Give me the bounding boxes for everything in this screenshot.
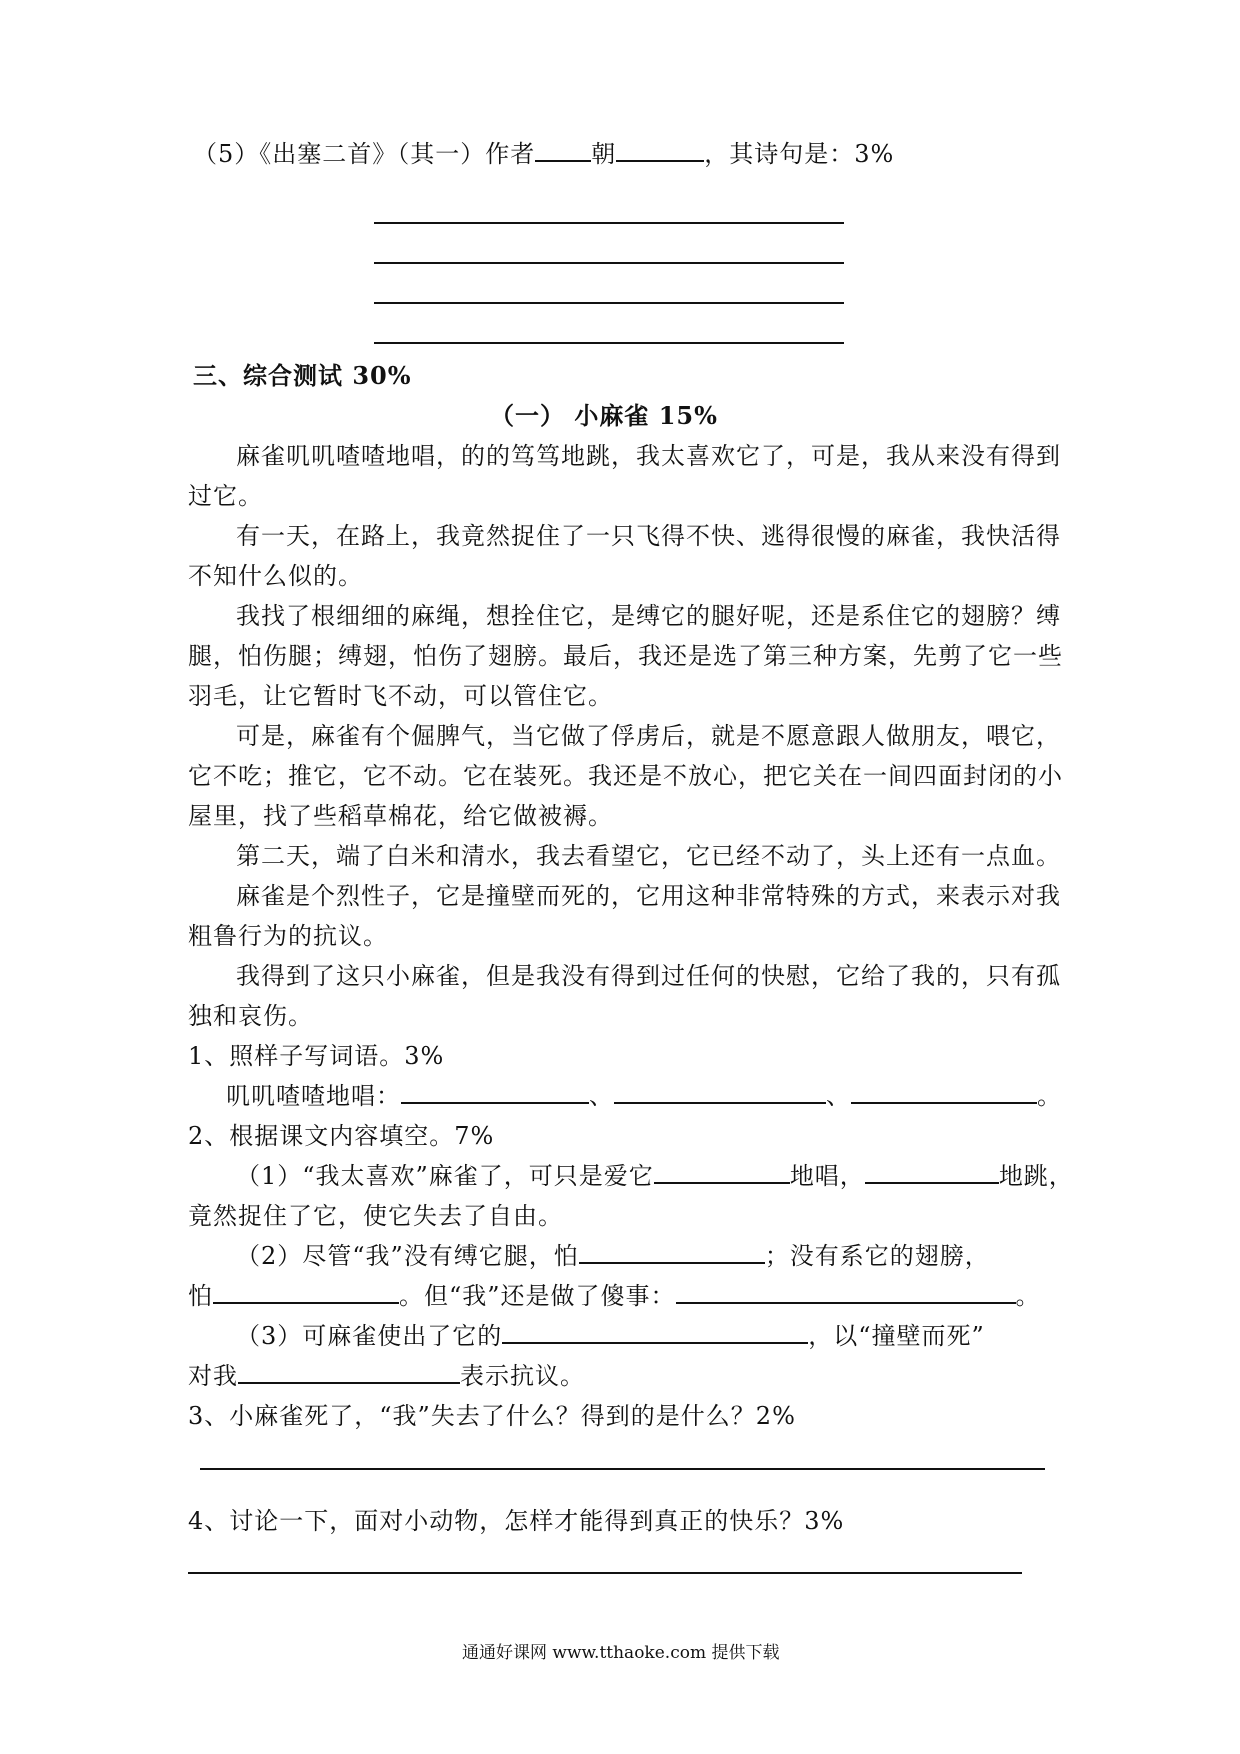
section-title: 三、综合测试 30% xyxy=(193,361,412,390)
q2-p2-text: （2）尽管“我”没有缚它腿，怕 xyxy=(236,1242,579,1270)
q2-p1-text: 地唱， xyxy=(789,1162,865,1190)
q2-p2-text: 。但“我”还是做了傻事： xyxy=(399,1282,676,1310)
passage-line: 不知什么似的。 xyxy=(188,562,363,590)
poem-prompt: （5）《出塞二首》（其一）作者 xyxy=(193,140,536,168)
passage-line: 独和哀伤。 xyxy=(188,1002,313,1030)
separator: 、 xyxy=(826,1082,851,1110)
question-1-title: 1、照样子写词语。3% xyxy=(188,1042,445,1070)
q2-p3-text: 表示抗议。 xyxy=(460,1362,585,1390)
passage-line: 过它。 xyxy=(188,482,263,510)
sing-blank[interactable] xyxy=(654,1160,790,1184)
question-2-part-3 xyxy=(236,1320,985,1352)
passage-line: 可是，麻雀有个倔脾气，当它做了俘虏后，就是不愿意跟人做朋友，喂它， xyxy=(236,722,1061,750)
passage-line: 麻雀叽叽喳喳地唱，的的笃笃地跳，我太喜欢它了，可是，我从来没有得到 xyxy=(236,442,1061,470)
passage-line: 它不吃；推它，它不动。它在装死。我还是不放心，把它关在一间四面封闭的小 xyxy=(188,762,1063,790)
poem-question xyxy=(193,138,894,170)
question-2-part-1 xyxy=(236,1160,1074,1192)
q2-p3-text: （3）可麻雀使出了它的 xyxy=(236,1322,503,1350)
poem-answer-line-3[interactable] xyxy=(374,302,844,304)
wing-blank[interactable] xyxy=(213,1280,399,1304)
poem-answer-line-4[interactable] xyxy=(374,342,844,344)
separator: 、 xyxy=(589,1082,614,1110)
word-blank-1[interactable] xyxy=(401,1080,589,1104)
passage-line: 第二天，端了白米和清水，我去看望它，它已经不动了，头上还有一点血。 xyxy=(236,842,1061,870)
poem-answer-line-2[interactable] xyxy=(374,262,844,264)
passage-line: 有一天，在路上，我竟然捉住了一只飞得不快、逃得很慢的麻雀，我快活得 xyxy=(236,522,1061,550)
question-2-part-2 xyxy=(236,1240,990,1272)
question-3-answer-line[interactable] xyxy=(200,1468,1045,1470)
leg-blank[interactable] xyxy=(579,1240,765,1264)
way-blank[interactable] xyxy=(502,1320,808,1344)
example-word: 叽叽喳喳地唱： xyxy=(226,1082,401,1110)
word-blank-3[interactable] xyxy=(851,1080,1037,1104)
passage-line: 麻雀是个烈性子，它是撞壁而死的，它用这种非常特殊的方式，来表示对我 xyxy=(236,882,1061,910)
passage-line: 粗鲁行为的抗议。 xyxy=(188,922,388,950)
passage-line: 我找了根细细的麻绳，想拴住它，是缚它的腿好呢，还是系住它的翅膀？缚 xyxy=(236,602,1061,630)
poem-answer-line-1[interactable] xyxy=(374,222,844,224)
passage-line: 腿，怕伤腿；缚翅，怕伤了翅膀。最后，我还是选了第三种方案，先剪了它一些 xyxy=(188,642,1063,670)
q2-p2-text: ；没有系它的翅膀， xyxy=(764,1242,990,1270)
q2-p1-text: 地跳， xyxy=(998,1162,1074,1190)
q2-p2-text: 怕 xyxy=(188,1282,213,1310)
word-blank-2[interactable] xyxy=(614,1080,826,1104)
dynasty-label: 朝 xyxy=(591,140,617,168)
silly-thing-blank[interactable] xyxy=(676,1280,1016,1304)
passage-line: 羽毛，让它暂时飞不动，可以管住它。 xyxy=(188,682,613,710)
question-4-answer-line[interactable] xyxy=(188,1572,1022,1574)
q2-p3-text: 对我 xyxy=(188,1362,238,1390)
q2-p1-continued: 竟然捉住了它，使它失去了自由。 xyxy=(188,1202,563,1230)
jump-blank[interactable] xyxy=(865,1160,999,1184)
question-2-title: 2、根据课文内容填空。7% xyxy=(188,1122,495,1150)
q2-p1-text: （1）“我太喜欢”麻雀了，可只是爱它 xyxy=(236,1162,654,1190)
q2-p3-text: ，以“撞壁而死” xyxy=(808,1322,985,1350)
footer-credit: 通通好课网 www.tthaoke.com 提供下载 xyxy=(462,1643,780,1663)
passage-title: （一） 小麻雀 15% xyxy=(490,401,718,430)
passage-line: 我得到了这只小麻雀，但是我没有得到过任何的快慰，它给了我的，只有孤 xyxy=(236,962,1061,990)
question-4-title: 4、讨论一下，面对小动物，怎样才能得到真正的快乐？3% xyxy=(188,1507,845,1535)
q2-p2-text: 。 xyxy=(1015,1282,1041,1310)
behavior-blank[interactable] xyxy=(238,1360,460,1384)
end-mark: 。 xyxy=(1037,1082,1062,1110)
question-3-title: 3、小麻雀死了，“我”失去了什么？得到的是什么？2% xyxy=(188,1402,796,1430)
question-2-part-2-cont xyxy=(188,1280,1041,1312)
dynasty-blank[interactable] xyxy=(616,138,704,162)
question-1-row xyxy=(226,1080,1062,1112)
question-2-part-3-cont xyxy=(188,1360,585,1392)
poem-lines-label: ，其诗句是：3% xyxy=(704,140,895,168)
author-blank[interactable] xyxy=(535,138,591,162)
passage-line: 屋里，找了些稻草棉花，给它做被褥。 xyxy=(188,802,613,830)
